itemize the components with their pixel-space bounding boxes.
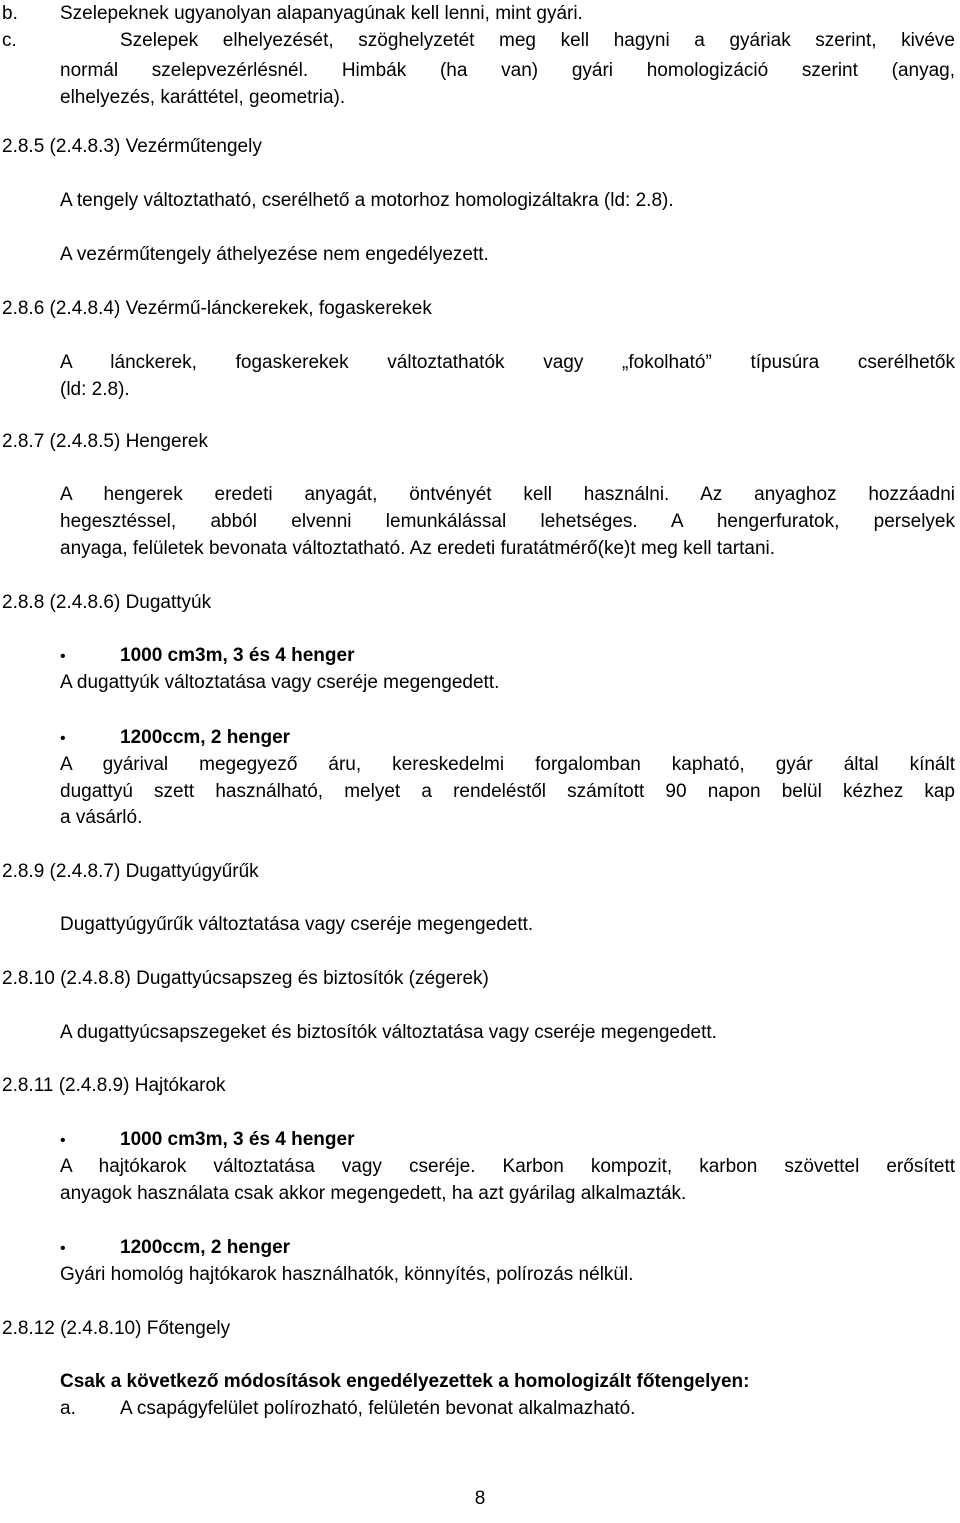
paragraph-line: anyagok használata csak akkor megengedett, ha azt gyárilag alkalmazták. <box>60 1183 687 1204</box>
bullet-icon: • <box>60 1240 66 1257</box>
section-heading-2-8-9: 2.8.9 (2.4.8.7) Dugattyúgyűrűk <box>2 861 259 882</box>
bullet-title: 1000 cm3m, 3 és 4 henger <box>120 1129 355 1150</box>
bullet-icon: • <box>60 1132 66 1149</box>
section-heading-2-8-7: 2.8.7 (2.4.8.5) Hengerek <box>2 431 208 452</box>
section-heading-2-8-10: 2.8.10 (2.4.8.8) Dugattyúcsapszeg és biztosítók (zégerek) <box>2 968 489 989</box>
paragraph-line: a vásárló. <box>60 807 143 828</box>
section-heading-2-8-5: 2.8.5 (2.4.8.3) Vezérműtengely <box>2 136 262 157</box>
section-heading-2-8-6: 2.8.6 (2.4.8.4) Vezérmű-lánckerekek, fogaskerekek <box>2 298 432 319</box>
paragraph: Gyári homológ hajtókarok használhatók, könnyítés, polírozás nélkül. <box>60 1264 634 1285</box>
list-item-b <box>2 0 955 27</box>
paragraph-line: anyaga, felületek bevonata változtatható. Az eredeti furatátmérő(ke)t meg kell tartani. <box>60 538 776 559</box>
paragraph-line: A gyárival megegyező áru, kereskedelmi forgalomban kapható, gyár által kínált <box>60 754 955 775</box>
paragraph-line: dugattyú szett használható, melyet a rendeléstől számított 90 napon belül kézhez kap <box>60 781 955 802</box>
paragraph: A vezérműtengely áthelyezése nem engedélyezett. <box>60 244 489 265</box>
paragraph-line: hegesztéssel, abból elvenni lemunkálással lehetséges. A hengerfuratok, perselyek <box>60 511 955 532</box>
list-text-b: Szelepeknek ugyanolyan alapanyagúnak kell lenni, mint gyári. <box>60 3 583 24</box>
list-text-c-line2: normál szelepvezérlésnél. Himbák (ha van) gyári homologizáció szerint (anyag, <box>60 60 955 81</box>
paragraph-line: (ld: 2.8). <box>60 379 130 400</box>
list-label-b: b. <box>2 3 18 24</box>
list-text-a: A csapágyfelület polírozható, felületén bevonat alkalmazható. <box>120 1398 636 1419</box>
list-label-a: a. <box>60 1398 76 1419</box>
section-heading-2-8-11: 2.8.11 (2.4.8.9) Hajtókarok <box>2 1075 226 1096</box>
bold-statement: Csak a következő módosítások engedélyezettek a homologizált főtengelyen: <box>60 1371 750 1392</box>
paragraph: A dugattyúk változtatása vagy cseréje megengedett. <box>60 672 500 693</box>
list-text-c-line3: elhelyezés, karáttétel, geometria). <box>60 87 346 108</box>
section-heading-2-8-8: 2.8.8 (2.4.8.6) Dugattyúk <box>2 592 212 613</box>
list-label-c: c. <box>2 30 17 51</box>
paragraph-line: A lánckerek, fogaskerekek változtathatók vagy „fokolható” típusúra cserélhetők <box>60 352 955 373</box>
paragraph-line: A hengerek eredeti anyagát, öntvényét kell használni. Az anyaghoz hozzáadni <box>60 484 955 505</box>
bullet-title: 1000 cm3m, 3 és 4 henger <box>120 645 355 666</box>
section-heading-2-8-12: 2.8.12 (2.4.8.10) Főtengely <box>2 1318 231 1339</box>
bullet-icon: • <box>60 648 66 665</box>
bullet-title: 1200ccm, 2 henger <box>120 727 291 748</box>
paragraph: A dugattyúcsapszegeket és biztosítók változtatása vagy cseréje megengedett. <box>60 1022 717 1043</box>
list-text-c-line1: Szelepek elhelyezését, szöghelyzetét meg kell hagyni a gyáriak szerint, kivéve <box>120 30 955 51</box>
bullet-icon: • <box>60 730 66 747</box>
paragraph: A tengely változtatható, cserélhető a motorhoz homologizáltakra (ld: 2.8). <box>60 190 674 211</box>
paragraph-line: A hajtókarok változtatása vagy cseréje. Karbon kompozit, karbon szövettel erősített <box>60 1156 955 1177</box>
paragraph: Dugattyúgyűrűk változtatása vagy cseréje megengedett. <box>60 914 534 935</box>
bullet-title: 1200ccm, 2 henger <box>120 1237 291 1258</box>
page-number: 8 <box>474 1488 486 1509</box>
